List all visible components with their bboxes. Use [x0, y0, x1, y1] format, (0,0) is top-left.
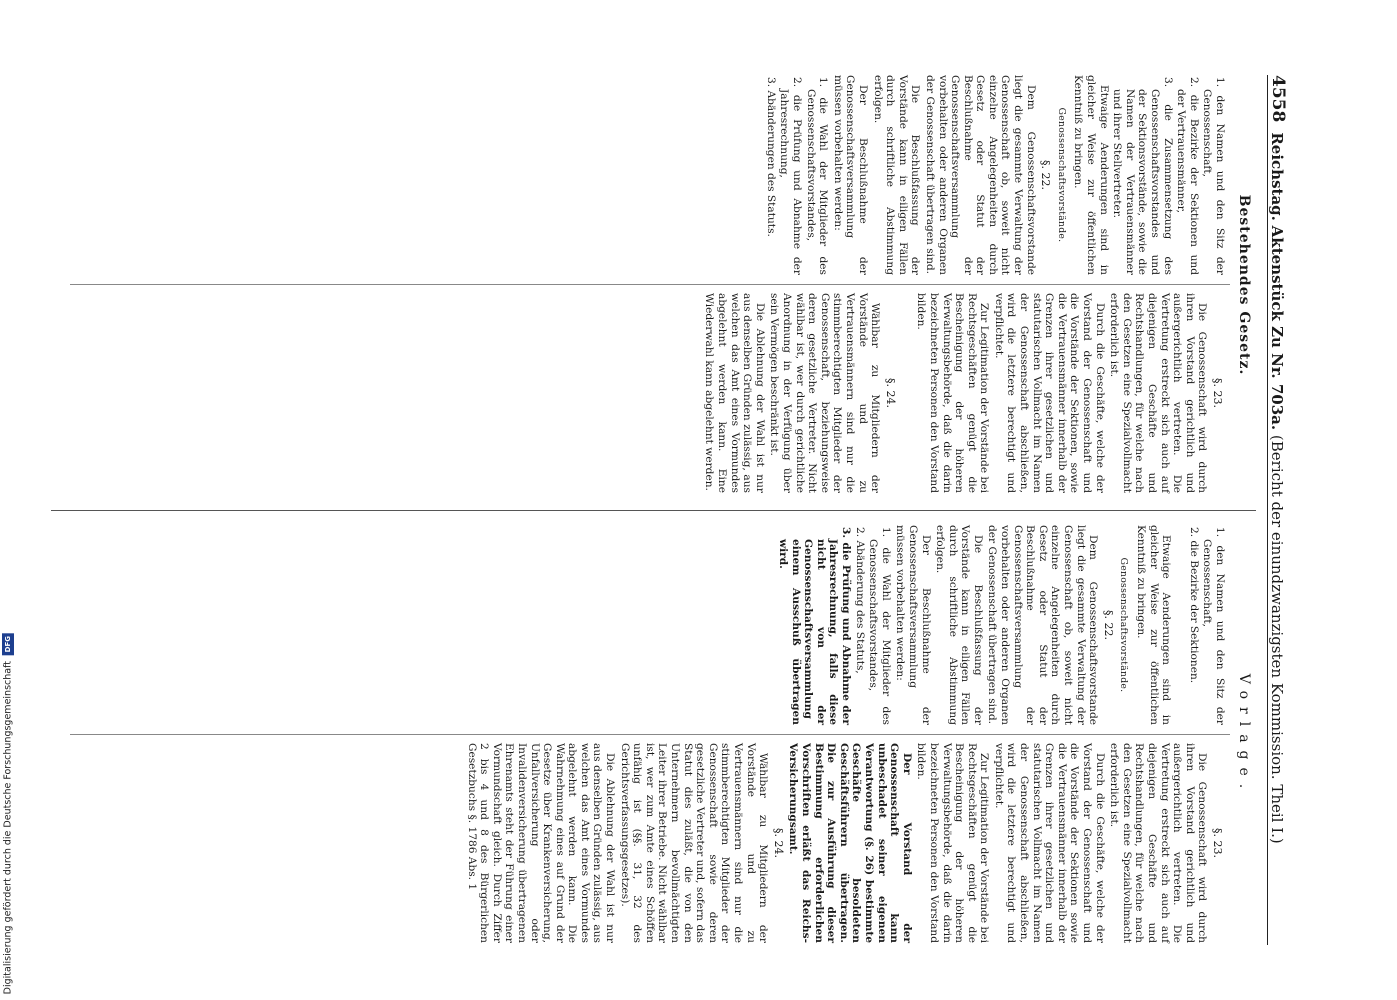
- header-document: Aktenstück Zu Nr. 703a.: [1268, 225, 1286, 431]
- paragraph-number: §. 24.: [883, 378, 897, 408]
- list-item: 3. die Zusammensetzung des Genossenschaftsvorstandes und der Sektionsvorstände, sowie die Namen der Vertrauensmänner und ihrer Stellvertreter.: [1111, 77, 1174, 275]
- proposal-column-2: [463, 743, 1226, 943]
- existing-law-section: [52, 75, 1252, 495]
- existing-law-column-1: [763, 75, 1226, 275]
- list-item: 2. Abänderung des Statuts,: [853, 527, 866, 674]
- column-divider: [70, 734, 1230, 735]
- footer: [2, 633, 14, 994]
- list-item: 2. die Bezirke der Sektionen und der Vertrauensmänner,: [1175, 77, 1200, 275]
- paragraph: Die Genossenschaft wird durch ihren Vorstand gerichtlich und außergerichtlich vertreten. Die Vertretung erstreckt sich auch auf diejenigen Geschäfte und Rechtshandlungen, für welche nach den Gesetzen eine Spezialvollmacht erforderlich ist.: [1108, 293, 1209, 493]
- dfg-logo: DFG: [2, 633, 14, 655]
- paragraph: Etwaige Aenderungen sind in gleicher Weise zur öffentlichen Kenntniß zu bringen.: [1135, 525, 1173, 725]
- paragraph: Dem Genossenschaftsvorstande liegt die gesammte Verwaltung der Genossenschaft ob, soweit nicht einzelne Angelegenheiten durch Gesetz oder Statut der Beschlußnahme der Genossenschaftsversammlung vorbehalten oder anderen Organen der Genossenschaft übertragen sind.: [923, 75, 1037, 275]
- header-publication: Reichstag.: [1268, 132, 1286, 221]
- paragraph: Durch die Geschäfte, welche der Vorstand der Genossenschaft und die Vorstände der Sektionen sowie die Vertrauensmänner innerhalb der Grenzen ihrer gesetzlichen und statutarischen Vollmacht im Namen der Genossenschaft abschließen, wird die letztere berechtigt und verpflichtet.: [992, 743, 1106, 943]
- paragraph: Zur Legitimation der Vorstände bei Rechtsgeschäften genügt die Bescheinigung der höheren Verwaltungsbehörde, daß die darin bezeichneten Personen den Vorstand bilden.: [915, 743, 991, 943]
- header-subtitle: (Bericht der einundzwanzigsten Kommission. Theil I.): [1268, 434, 1286, 844]
- proposal-section: [52, 525, 1252, 945]
- page-header: [1267, 75, 1300, 945]
- list-item: 1. die Wahl der Mitglieder des Genossenschaftsvorstandes,: [804, 77, 830, 275]
- paragraph: Etwaige Aenderungen sind in gleicher Weise zur öffentlichen Kenntniß zu bringen.: [1072, 75, 1110, 275]
- subheading: Genossenschaftsvorstände.: [1118, 557, 1130, 693]
- document-stage: [40, 75, 1300, 945]
- header-title: [1268, 132, 1286, 843]
- paragraph: Wählbar zu Mitgliedern der Vorstände und zu Vertrauensmännern sind nur die stimmberechtigten Mitglieder der Genossenschaft sowie deren gesetzliche Vertreter und, sofern das Statut dies zuläßt, die von den Unternehmern bevollmächtigten Leiter ihrer Betriebe. Nicht wählbar ist, wer zum Amte eines Schöffen unfähig ist (§§. 31, 32 des Gerichtsverfassungsgesetzes).: [618, 743, 770, 943]
- list-item: 2. die Prüfung und Abnahme der Jahresrechnung,: [778, 77, 803, 275]
- paragraph: Die Ablehnung der Wahl ist nur aus denselben Gründen zulässig, aus welchen das Amt eines Vormundes abgelehnt werden kann. Eine Wiederwahl kann abgelehnt werden.: [703, 293, 766, 493]
- existing-law-column-2: [701, 293, 1226, 493]
- section-divider: [51, 510, 1256, 511]
- paragraph: Die Genossenschaft wird durch ihren Vorstand gerichtlich und außergerichtlich vertreten. Die Vertretung erstreckt sich auch auf diejenigen Geschäfte und Rechtshandlungen, für welche nach den Gesetzen eine Spezialvollmacht erforderlich ist.: [1108, 743, 1209, 943]
- paragraph: Der Beschlußnahme der Genossenschaftsversammlung müssen vorbehalten werden:: [894, 525, 932, 725]
- paragraph-number: §. 22.: [1101, 610, 1115, 640]
- paragraph: Die Beschlußfassung der Vorstände kann in eiligen Fällen durch schriftliche Abstimmung erfolgen.: [934, 525, 984, 725]
- paragraph: Wählbar zu Mitgliedern der Vorstände und zu Vertrauensmännern sind nur die stimmberechtigten Mitglieder der Genossenschaft, beziehungsweise deren gesetzliche Vertreter. Nicht wählbar ist, wer durch gerichtliche Anordnung in der Verfügung über sein Vermögen beschränkt ist.: [768, 293, 882, 493]
- paragraph-number: §. 23.: [1211, 378, 1224, 408]
- subheading: Genossenschaftsvorstände.: [1055, 107, 1067, 243]
- page-number: 4558: [1268, 75, 1288, 123]
- paragraph-number: §. 23.: [1211, 828, 1224, 858]
- existing-law-heading: Bestehendes Gesetz.: [1236, 194, 1252, 376]
- paragraph: Dem Genossenschaftsvorstande liegt die gesammte Verwaltung der Genossenschaft ob, soweit nicht einzelne Angelegenheiten durch Gesetz oder Statut der Beschlußnahme der Genossenschaftsversammlung vorbehalten oder anderen Organen der Genossenschaft übertragen sind.: [986, 525, 1100, 725]
- list-item: 2. die Bezirke der Sektionen.: [1187, 527, 1200, 684]
- document-page: [40, 75, 1300, 945]
- list-item: 1. den Namen und den Sitz der Genossenschaft,: [1201, 77, 1226, 275]
- paragraph: Die Beschlußfassung der Vorstände kann in eiligen Fällen durch schriftliche Abstimmung erfolgen.: [871, 75, 922, 275]
- column-divider: [70, 284, 1230, 285]
- list-item: 3. Abänderungen des Statuts.: [764, 77, 777, 237]
- paragraph-amended: Der Vorstand der Genossenschaft kann unbeschadet seiner eigenen Verantwortung (§. 26) bestimmte Geschäfte besoldeten Geschäftsführern übertragen. Die zur Ausführung dieser Bestimmung erforderlichen Vorschriften erläßt das Reichs-Versicherungsamt.: [787, 743, 913, 943]
- proposal-heading: Vorlage.: [1236, 673, 1252, 797]
- paragraph: Der Beschlußnahme der Genossenschaftsversammlung müssen vorbehalten werden:: [831, 75, 869, 275]
- footer-text: Digitalisierung gefördert durch die Deutsche Forschungsgemeinschaft: [2, 660, 14, 994]
- list-item: 1. den Namen und den Sitz der Genossenschaft,: [1201, 527, 1226, 725]
- paragraph-number: §. 22.: [1039, 160, 1053, 190]
- paragraph: Die Ablehnung der Wahl ist nur aus denselben Gründen zulässig, aus welchen das Amt eines Vormundes abgelehnt werden kann. Die Wahrnehmung eines auf Grund der Gesetze über Krankenversicherung, Unfallversicherung oder Invalidenversicherung übertragenen Ehrenamts steht der Führung einer Vormundschaft gleich. Durch Ziffer 2 bis 4 und 8 des Bürgerlichen Gesetzbuchs §. 1786 Abs. 1: [465, 743, 617, 943]
- paragraph: Zur Legitimation der Vorstände bei Rechtsgeschäften genügt die Bescheinigung der höheren Verwaltungsbehörde, daß die darin bezeichneten Personen den Vorstand bilden.: [915, 293, 991, 493]
- paragraph-number: §. 24.: [771, 828, 785, 858]
- proposal-column-1: [775, 525, 1226, 725]
- list-item: 1. die Wahl der Mitglieder des Genossenschaftsvorstandes,: [867, 527, 892, 725]
- list-item-amended: 3. die Prüfung und Abnahme der Jahresrechnung, falls diese nicht von der Genossenschaftsversammlung einem Ausschuß übertragen wird.: [777, 527, 852, 725]
- footer-bar: [0, 0, 18, 1000]
- paragraph: Durch die Geschäfte, welche der Vorstand der Genossenschaft und die Vorstände der Sektionen, sowie die Vertrauensmänner innerhalb der Grenzen ihrer gesetzlichen und statutarischen Vollmacht im Namen der Genossenschaft abschließen, wird die letztere berechtigt und verpflichtet.: [992, 293, 1106, 493]
